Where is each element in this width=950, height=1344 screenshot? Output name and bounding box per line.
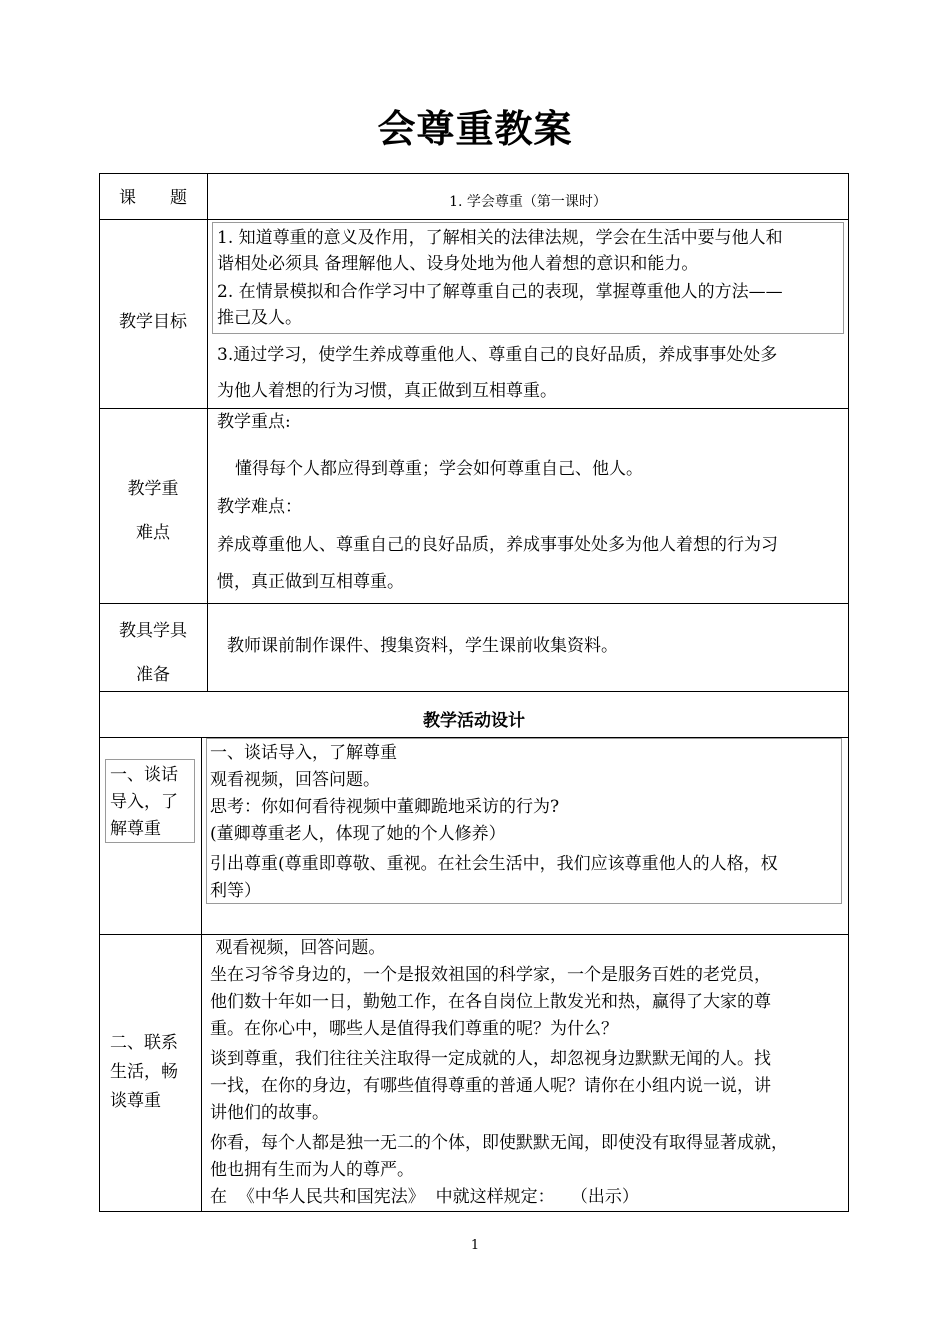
difficulty-line-2: 惯，真正做到互相尊重。 bbox=[217, 572, 404, 592]
objective-item-1-line-2: 谐相处必须具 备理解他人、设身处地为他人着想的意识和能力。 bbox=[217, 254, 699, 274]
focus-title: 教学重点: bbox=[217, 412, 291, 432]
focus-text: 懂得每个人都应得到尊重；学会如何尊重自己、他人。 bbox=[235, 459, 643, 479]
objectives-label: 教学目标 bbox=[119, 312, 187, 332]
activity-header: 教学活动设计 bbox=[423, 711, 525, 731]
section2-line: 坐在习爷爷身边的，一个是报效祖国的科学家，一个是服务百姓的老党员， bbox=[210, 965, 771, 985]
keypoints-label-line-1: 教学重 bbox=[127, 479, 179, 499]
section2-label-line-2: 生活，畅 bbox=[110, 1062, 178, 1082]
objective-item-2-line-2: 推己及人。 bbox=[217, 308, 302, 328]
section1-line: 一、谈话导入，了解尊重 bbox=[210, 743, 397, 763]
section1-line: 利等） bbox=[210, 881, 261, 901]
section2-line: 在 《中华人民共和国宪法》 中就这样规定： （出示） bbox=[210, 1187, 639, 1207]
objective-item-1-line-1: 1. 知道尊重的意义及作用，了解相关的法律法规，学会在生活中要与他人和 bbox=[217, 228, 783, 248]
section2-line: 讲他们的故事。 bbox=[210, 1103, 329, 1123]
section2-label-line-1: 二、联系 bbox=[110, 1033, 178, 1053]
section2-line: 他们数十年如一日，勤勉工作，在各自岗位上散发光和热，赢得了大家的尊 bbox=[210, 992, 771, 1012]
tools-label-line-1: 教具学具 bbox=[119, 621, 187, 641]
row-divider bbox=[99, 408, 849, 409]
section2-line: 重。在你心中，哪些人是值得我们尊重的呢？为什么？ bbox=[210, 1019, 618, 1039]
row-divider bbox=[99, 691, 849, 692]
keypoints-label-line-2: 难点 bbox=[136, 523, 170, 543]
topic-label: 课 题 bbox=[119, 188, 187, 208]
document-title: 会尊重教案 bbox=[377, 107, 573, 151]
objective-item-3-line-1: 3.通过学习，使学生养成尊重他人、尊重自己的良好品质，养成事事处处多 bbox=[217, 345, 778, 365]
row-divider bbox=[99, 219, 849, 220]
section2-line: 他也拥有生而为人的尊严。 bbox=[210, 1160, 414, 1180]
section1-line: 思考：你如何看待视频中董卿跪地采访的行为? bbox=[210, 797, 560, 817]
page-number: 1 bbox=[470, 1238, 480, 1253]
section1-line: (董卿尊重老人，体现了她的个人修养） bbox=[210, 824, 506, 844]
section1-label-line-2: 导入，了 bbox=[110, 792, 178, 812]
objective-item-2-line-1: 2. 在情景模拟和合作学习中了解尊重自己的表现，掌握尊重他人的方法—— bbox=[217, 282, 783, 302]
topic-value: 1. 学会尊重（第一课时） bbox=[449, 194, 607, 210]
section2-line: 一找，在你的身边，有哪些值得尊重的普通人呢？请你在小组内说一说，讲 bbox=[210, 1076, 771, 1096]
objective-item-3-line-2: 为他人着想的行为习惯，真正做到互相尊重。 bbox=[217, 381, 557, 401]
column-divider bbox=[207, 173, 208, 691]
column-divider bbox=[201, 737, 202, 1212]
section2-line: 你看，每个人都是独一无二的个体，即使默默无闻，即使没有取得显著成就， bbox=[210, 1133, 788, 1153]
section2-line: 观看视频，回答问题。 bbox=[210, 938, 386, 958]
section1-line: 观看视频，回答问题。 bbox=[210, 770, 380, 790]
section1-label-line-3: 解尊重 bbox=[110, 819, 161, 839]
tools-text: 教师课前制作课件、搜集资料，学生课前收集资料。 bbox=[227, 636, 618, 656]
difficulty-line-1: 养成尊重他人、尊重自己的良好品质，养成事事处处多为他人着想的行为习 bbox=[217, 535, 778, 555]
section2-label-line-3: 谈尊重 bbox=[110, 1091, 161, 1111]
tools-label-line-2: 准备 bbox=[136, 665, 170, 685]
section2-line: 谈到尊重，我们往往关注取得一定成就的人，却忽视身边默默无闻的人。找 bbox=[210, 1049, 771, 1069]
section1-line: 引出尊重(尊重即尊敬、重视。在社会生活中，我们应该尊重他人的人格，权 bbox=[210, 854, 778, 874]
row-divider bbox=[99, 603, 849, 604]
section1-label-line-1: 一、谈话 bbox=[110, 765, 178, 785]
difficulty-title: 教学难点： bbox=[217, 497, 302, 517]
